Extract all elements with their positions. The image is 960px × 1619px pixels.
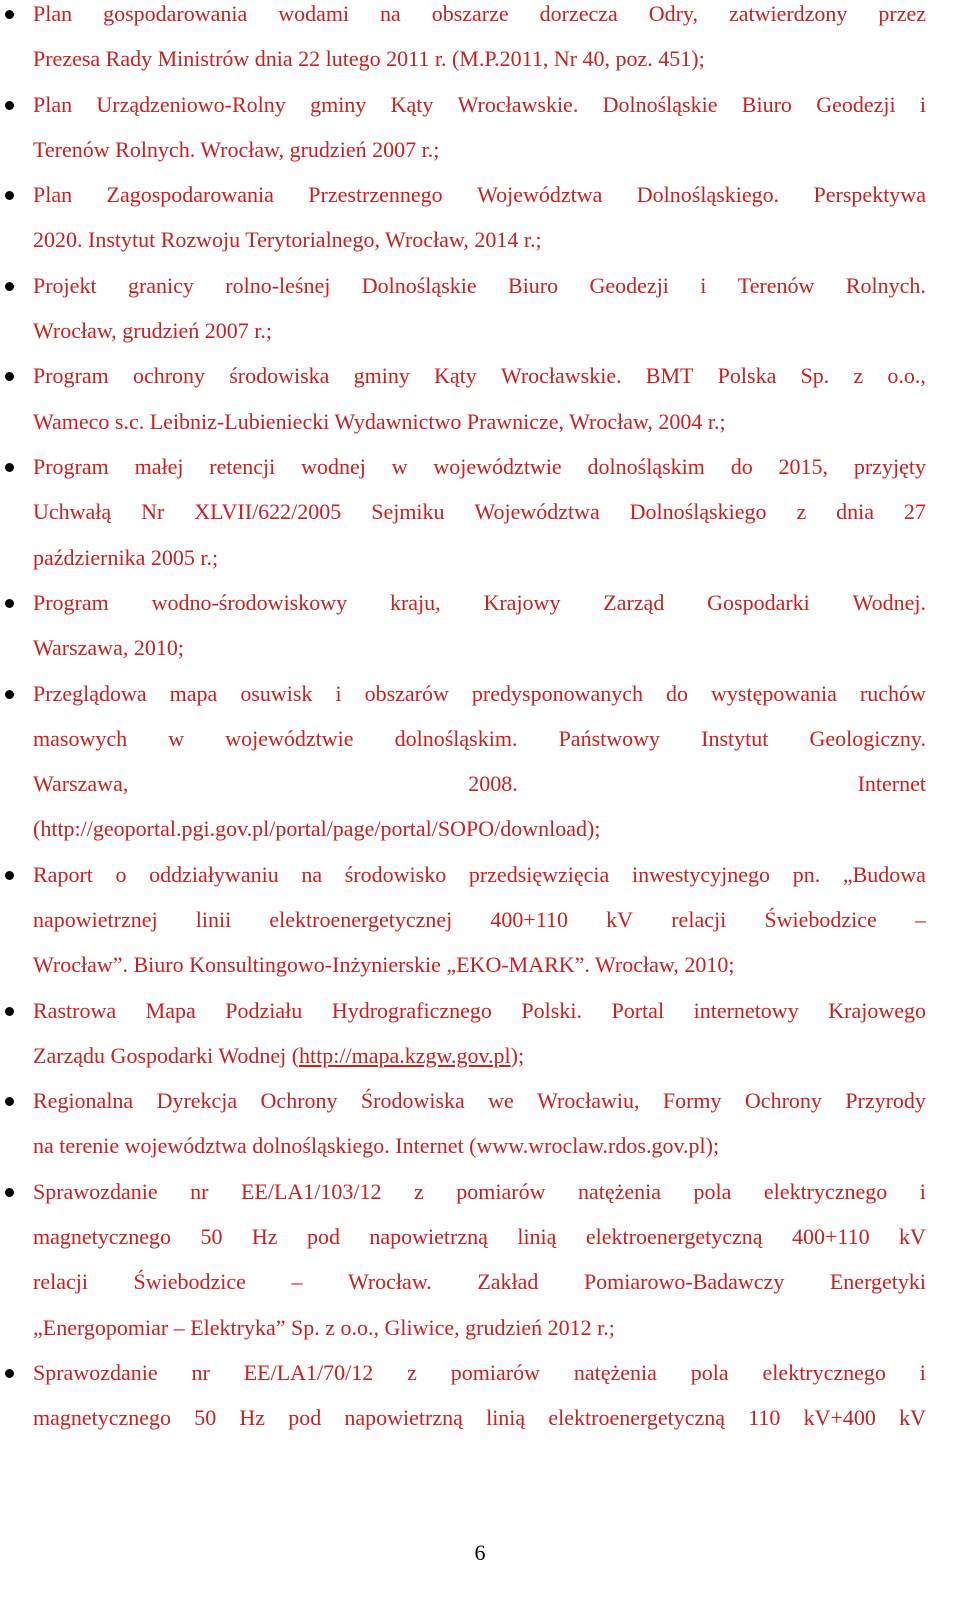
reference-text: ); — [510, 1042, 525, 1068]
reference-line: Program małej retencji wodnej w województwie dolnośląskim do 2015, przyjęty — [33, 454, 926, 479]
reference-link[interactable]: http://mapa.kzgw.gov.pl — [299, 1042, 511, 1068]
reference-line: magnetycznego 50 Hz pod napowietrzną linią elektroenergetyczną 110 kV+400 kV — [33, 1405, 926, 1431]
reference-line — [33, 634, 926, 679]
reference-line: masowych w województwie dolnośląskim. Państwowy Instytut Geologiczny. — [33, 725, 926, 751]
reference-line — [33, 408, 926, 453]
reference-line: magnetycznego 50 Hz pod napowietrzną linią elektroenergetyczną 400+110 kV — [33, 1224, 926, 1250]
reference-text: Warszawa, 2010; — [33, 635, 184, 661]
reference-line — [33, 1132, 926, 1177]
bullet-icon — [5, 372, 14, 381]
page-number: 6 — [474, 1540, 486, 1565]
bullet-icon — [5, 599, 14, 608]
reference-text: Wameco s.c. Leibniz-Lubieniecki Wydawnictwo Prawnicze, Wrocław, 2004 r.; — [33, 408, 726, 434]
reference-line: Plan Urządzeniowo-Rolny gminy Kąty Wrocławskie. Dolnośląskie Biuro Geodezji i — [33, 91, 926, 117]
reference-line: Regionalna Dyrekcja Ochrony Środowiska we Wrocławiu, Formy Ochrony Przyrody — [33, 1088, 926, 1114]
reference-text: Prezesa Rady Ministrów dnia 22 lutego 2011 r. (M.P.2011, Nr 40, poz. 451); — [33, 46, 705, 72]
reference-line: Program wodno-środowiskowy kraju, Krajowy Zarząd Gospodarki Wodnej. — [33, 589, 926, 615]
reference-line: Warszawa, 2008. Internet — [33, 771, 926, 797]
reference-line — [33, 226, 926, 271]
reference-text: Wrocław”. Biuro Konsultingowo-Inżynierskie „EKO-MARK”. Wrocław, 2010; — [33, 952, 735, 978]
reference-line — [33, 317, 926, 362]
reference-line — [33, 951, 926, 996]
reference-line: Uchwałą Nr XLVII/622/2005 Sejmiku Województwa Dolnośląskiego z dnia 27 — [33, 499, 926, 525]
reference-line: napowietrznej linii elektroenergetycznej 400+110 kV relacji Świebodzice – — [33, 906, 926, 932]
reference-text: na terenie województwa dolnośląskiego. Internet (www.wroclaw.rdos.gov.pl); — [33, 1133, 720, 1159]
reference-line: Przeglądowa mapa osuwisk i obszarów predysponowanych do występowania ruchów — [33, 680, 926, 706]
bullet-icon — [5, 1097, 14, 1106]
reference-line — [33, 1042, 926, 1087]
reference-line: Projekt granicy rolno-leśnej Dolnośląskie Biuro Geodezji i Terenów Rolnych. — [33, 272, 926, 298]
reference-line: Sprawozdanie nr EE/LA1/70/12 z pomiarów natężenia pola elektrycznego i — [33, 1360, 926, 1385]
reference-line: Program ochrony środowiska gminy Kąty Wrocławskie. BMT Polska Sp. z o.o., — [33, 363, 926, 389]
reference-text: 2020. Instytut Rozwoju Terytorialnego, Wrocław, 2014 r.; — [33, 227, 542, 253]
reference-line: Plan Zagospodarowania Przestrzennego Województwa Dolnośląskiego. Perspektywa — [33, 182, 926, 208]
reference-line — [33, 815, 926, 860]
reference-text: „Energopomiar – Elektryka” Sp. z o.o., Gliwice, grudzień 2012 r.; — [33, 1314, 615, 1340]
bullet-icon — [5, 463, 14, 472]
reference-text: Terenów Rolnych. Wrocław, grudzień 2007 r.; — [33, 136, 440, 162]
bullet-icon — [5, 191, 14, 200]
bullet-icon — [5, 690, 14, 699]
reference-text: Zarządu Gospodarki Wodnej ( — [33, 1042, 300, 1068]
reference-line — [33, 136, 926, 181]
bullet-icon — [5, 871, 14, 880]
reference-line: Sprawozdanie nr EE/LA1/103/12 z pomiarów natężenia pola elektrycznego i — [33, 1178, 926, 1204]
reference-line — [33, 544, 926, 589]
reference-line: relacji Świebodzice – Wrocław. Zakład Pomiarowo-Badawczy Energetyki — [33, 1269, 926, 1295]
bullet-icon — [5, 1188, 14, 1197]
reference-line — [33, 1314, 926, 1359]
reference-text: Wrocław, grudzień 2007 r.; — [33, 318, 273, 344]
bullet-icon — [5, 101, 14, 110]
reference-line: Raport o oddziaływaniu na środowisko przedsięwzięcia inwestycyjnego pn. „Budowa — [33, 861, 926, 887]
reference-text: października 2005 r.; — [33, 544, 219, 570]
bullet-icon — [5, 282, 14, 291]
reference-text: (http://geoportal.pgi.gov.pl/portal/page/portal/SOPO/download); — [33, 816, 601, 842]
bullet-icon — [5, 1369, 14, 1378]
bullet-icon — [5, 10, 14, 19]
reference-line: Plan gospodarowania wodami na obszarze dorzecza Odry, zatwierdzony przez — [33, 1, 926, 26]
reference-line — [33, 45, 926, 90]
bullet-icon — [5, 1007, 14, 1016]
reference-line: Rastrowa Mapa Podziału Hydrograficznego Polski. Portal internetowy Krajowego — [33, 997, 926, 1023]
